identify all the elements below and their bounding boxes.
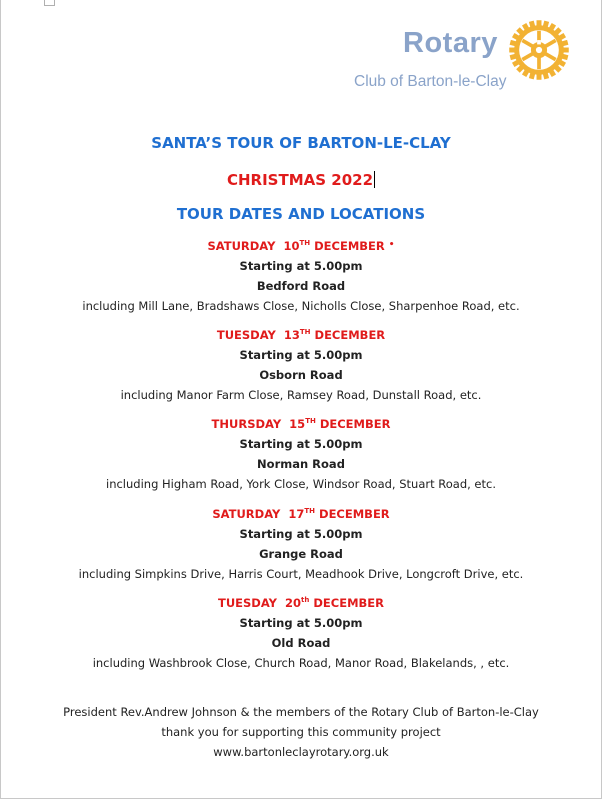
tour-date: TUESDAY 13TH DECEMBER (216, 328, 386, 342)
tour-date: SATURDAY 17TH DECEMBER (212, 507, 390, 521)
event-year (0, 171, 602, 189)
footer-support: thank you for supporting this community project (161, 725, 441, 739)
tour-road: Osborn Road (259, 368, 343, 382)
tour-road: Old Road (271, 636, 331, 650)
tour-including: including Washbrook Close, Church Road, Manor Road, Blakelands, , etc. (92, 656, 510, 670)
rotary-logo-text: Rotary (403, 27, 498, 59)
tour-time: Starting at 5.00pm (239, 348, 363, 362)
page-title: SANTA’S TOUR OF BARTON-LE-CLAY (151, 134, 451, 152)
tour-including: including Simpkins Drive, Harris Court, Meadhook Drive, Longcroft Drive, etc. (78, 567, 524, 581)
footer-thanks: President Rev.Andrew Johnson & the members of the Rotary Club of Barton-le-Clay (63, 705, 539, 719)
tour-time: Starting at 5.00pm (239, 527, 363, 541)
tour-time: Starting at 5.00pm (239, 259, 363, 273)
corner-mark (44, 0, 55, 6)
marker-dot: • (388, 240, 395, 250)
tour-date: TUESDAY 20th DECEMBER (217, 596, 384, 610)
tour-road: Norman Road (257, 457, 345, 471)
tour-road: Bedford Road (256, 279, 346, 293)
section-heading: TOUR DATES AND LOCATIONS (176, 205, 426, 223)
tour-date: THURSDAY 15TH DECEMBER (211, 417, 391, 431)
tour-including: including Manor Farm Close, Ramsey Road, Dunstall Road, etc. (120, 388, 482, 402)
tour-including: including Higham Road, York Close, Windsor Road, Stuart Road, etc. (106, 477, 496, 491)
tour-time: Starting at 5.00pm (239, 437, 363, 451)
rotary-club-name: Club of Barton-le-Clay (354, 73, 507, 90)
tour-time: Starting at 5.00pm (239, 616, 363, 630)
tour-including: including Mill Lane, Bradshaws Close, Nicholls Close, Sharpenhoe Road, etc. (82, 299, 520, 313)
rotary-wheel-icon (508, 19, 570, 81)
text-cursor (374, 171, 375, 188)
event-year-text: CHRISTMAS 2022 (226, 171, 374, 189)
footer-website-link[interactable]: www.bartonleclayrotary.org.uk (213, 745, 389, 759)
tour-date: SATURDAY 10TH DECEMBER • (207, 239, 395, 253)
tour-road: Grange Road (259, 547, 343, 561)
